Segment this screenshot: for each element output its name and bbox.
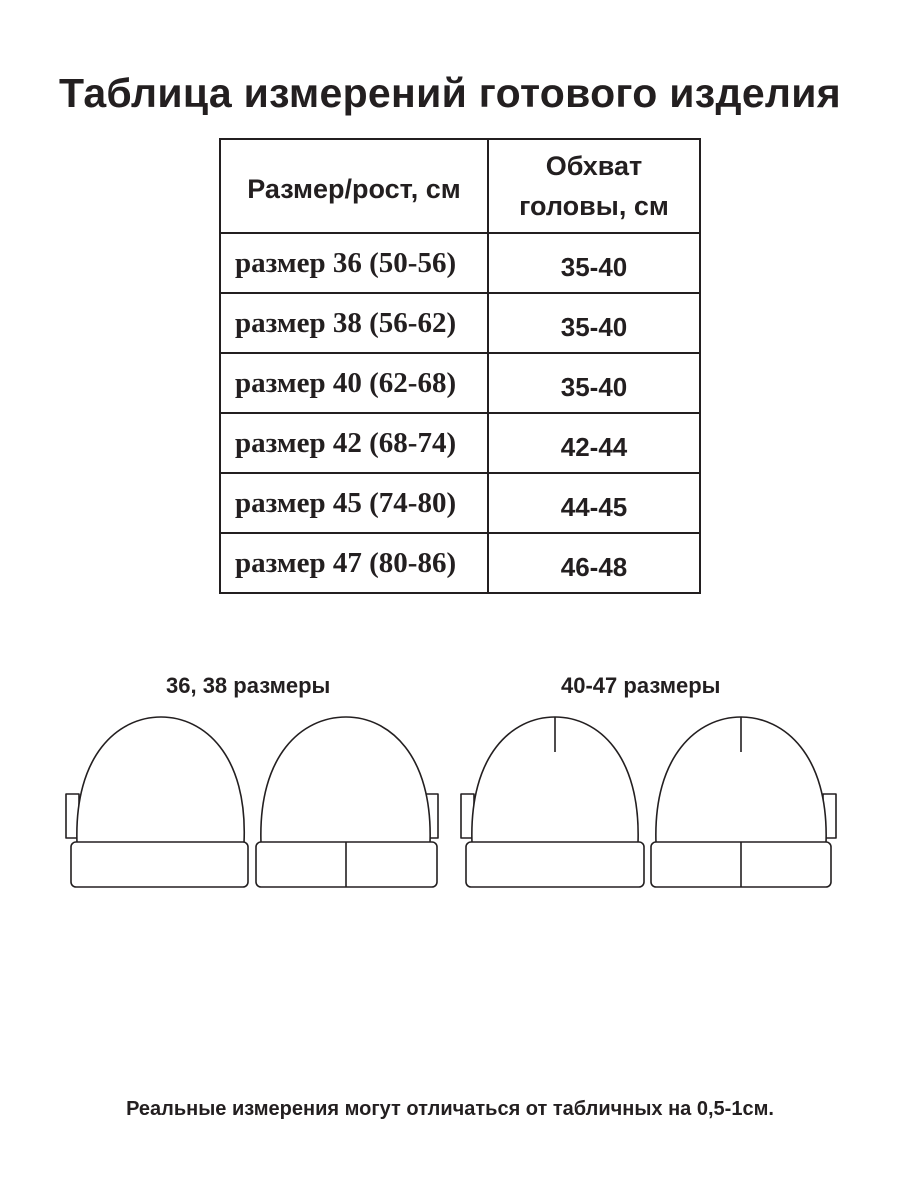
hat-cuff xyxy=(71,842,248,887)
head-cell: 44-45 xyxy=(488,473,700,533)
header-head-line1: Обхват xyxy=(545,151,643,181)
size-cell: размер 47 (80-86) xyxy=(220,533,488,593)
table-row xyxy=(220,533,700,593)
size-cell: размер 40 (62-68) xyxy=(220,353,488,413)
head-cell: 46-48 xyxy=(488,533,700,593)
size-cell: размер 36 (50-56) xyxy=(220,233,488,293)
hat-crown xyxy=(261,717,430,843)
hat-front-small xyxy=(66,717,248,887)
label-sizes-36-38: 36, 38 размеры xyxy=(166,673,331,698)
table-row xyxy=(220,353,700,413)
hat-illustrations xyxy=(0,700,900,900)
header-head-line2: головы, см xyxy=(519,191,669,221)
header-head-circumference xyxy=(488,139,700,233)
header-size: Размер/рост, см xyxy=(220,139,488,233)
size-table xyxy=(219,138,701,594)
head-cell: 35-40 xyxy=(488,353,700,413)
table-row xyxy=(220,473,700,533)
hat-back-small xyxy=(256,717,438,887)
footnote: Реальные измерения могут отличаться от табличных на 0,5-1см. xyxy=(126,1098,774,1120)
hat-back-large xyxy=(651,717,836,887)
table-row xyxy=(220,293,700,353)
head-cell: 35-40 xyxy=(488,233,700,293)
head-cell: 35-40 xyxy=(488,293,700,353)
hat-crown xyxy=(77,717,244,843)
table-header-row xyxy=(220,139,700,233)
hat-cuff xyxy=(466,842,644,887)
label-sizes-40-47: 40-47 размеры xyxy=(561,673,721,698)
page-title: Таблица измерений готового изделия xyxy=(59,70,841,116)
table-row xyxy=(220,413,700,473)
size-cell: размер 42 (68-74) xyxy=(220,413,488,473)
size-cell: размер 45 (74-80) xyxy=(220,473,488,533)
head-cell: 42-44 xyxy=(488,413,700,473)
table-row xyxy=(220,233,700,293)
size-cell: размер 38 (56-62) xyxy=(220,293,488,353)
hat-front-large xyxy=(461,717,644,887)
